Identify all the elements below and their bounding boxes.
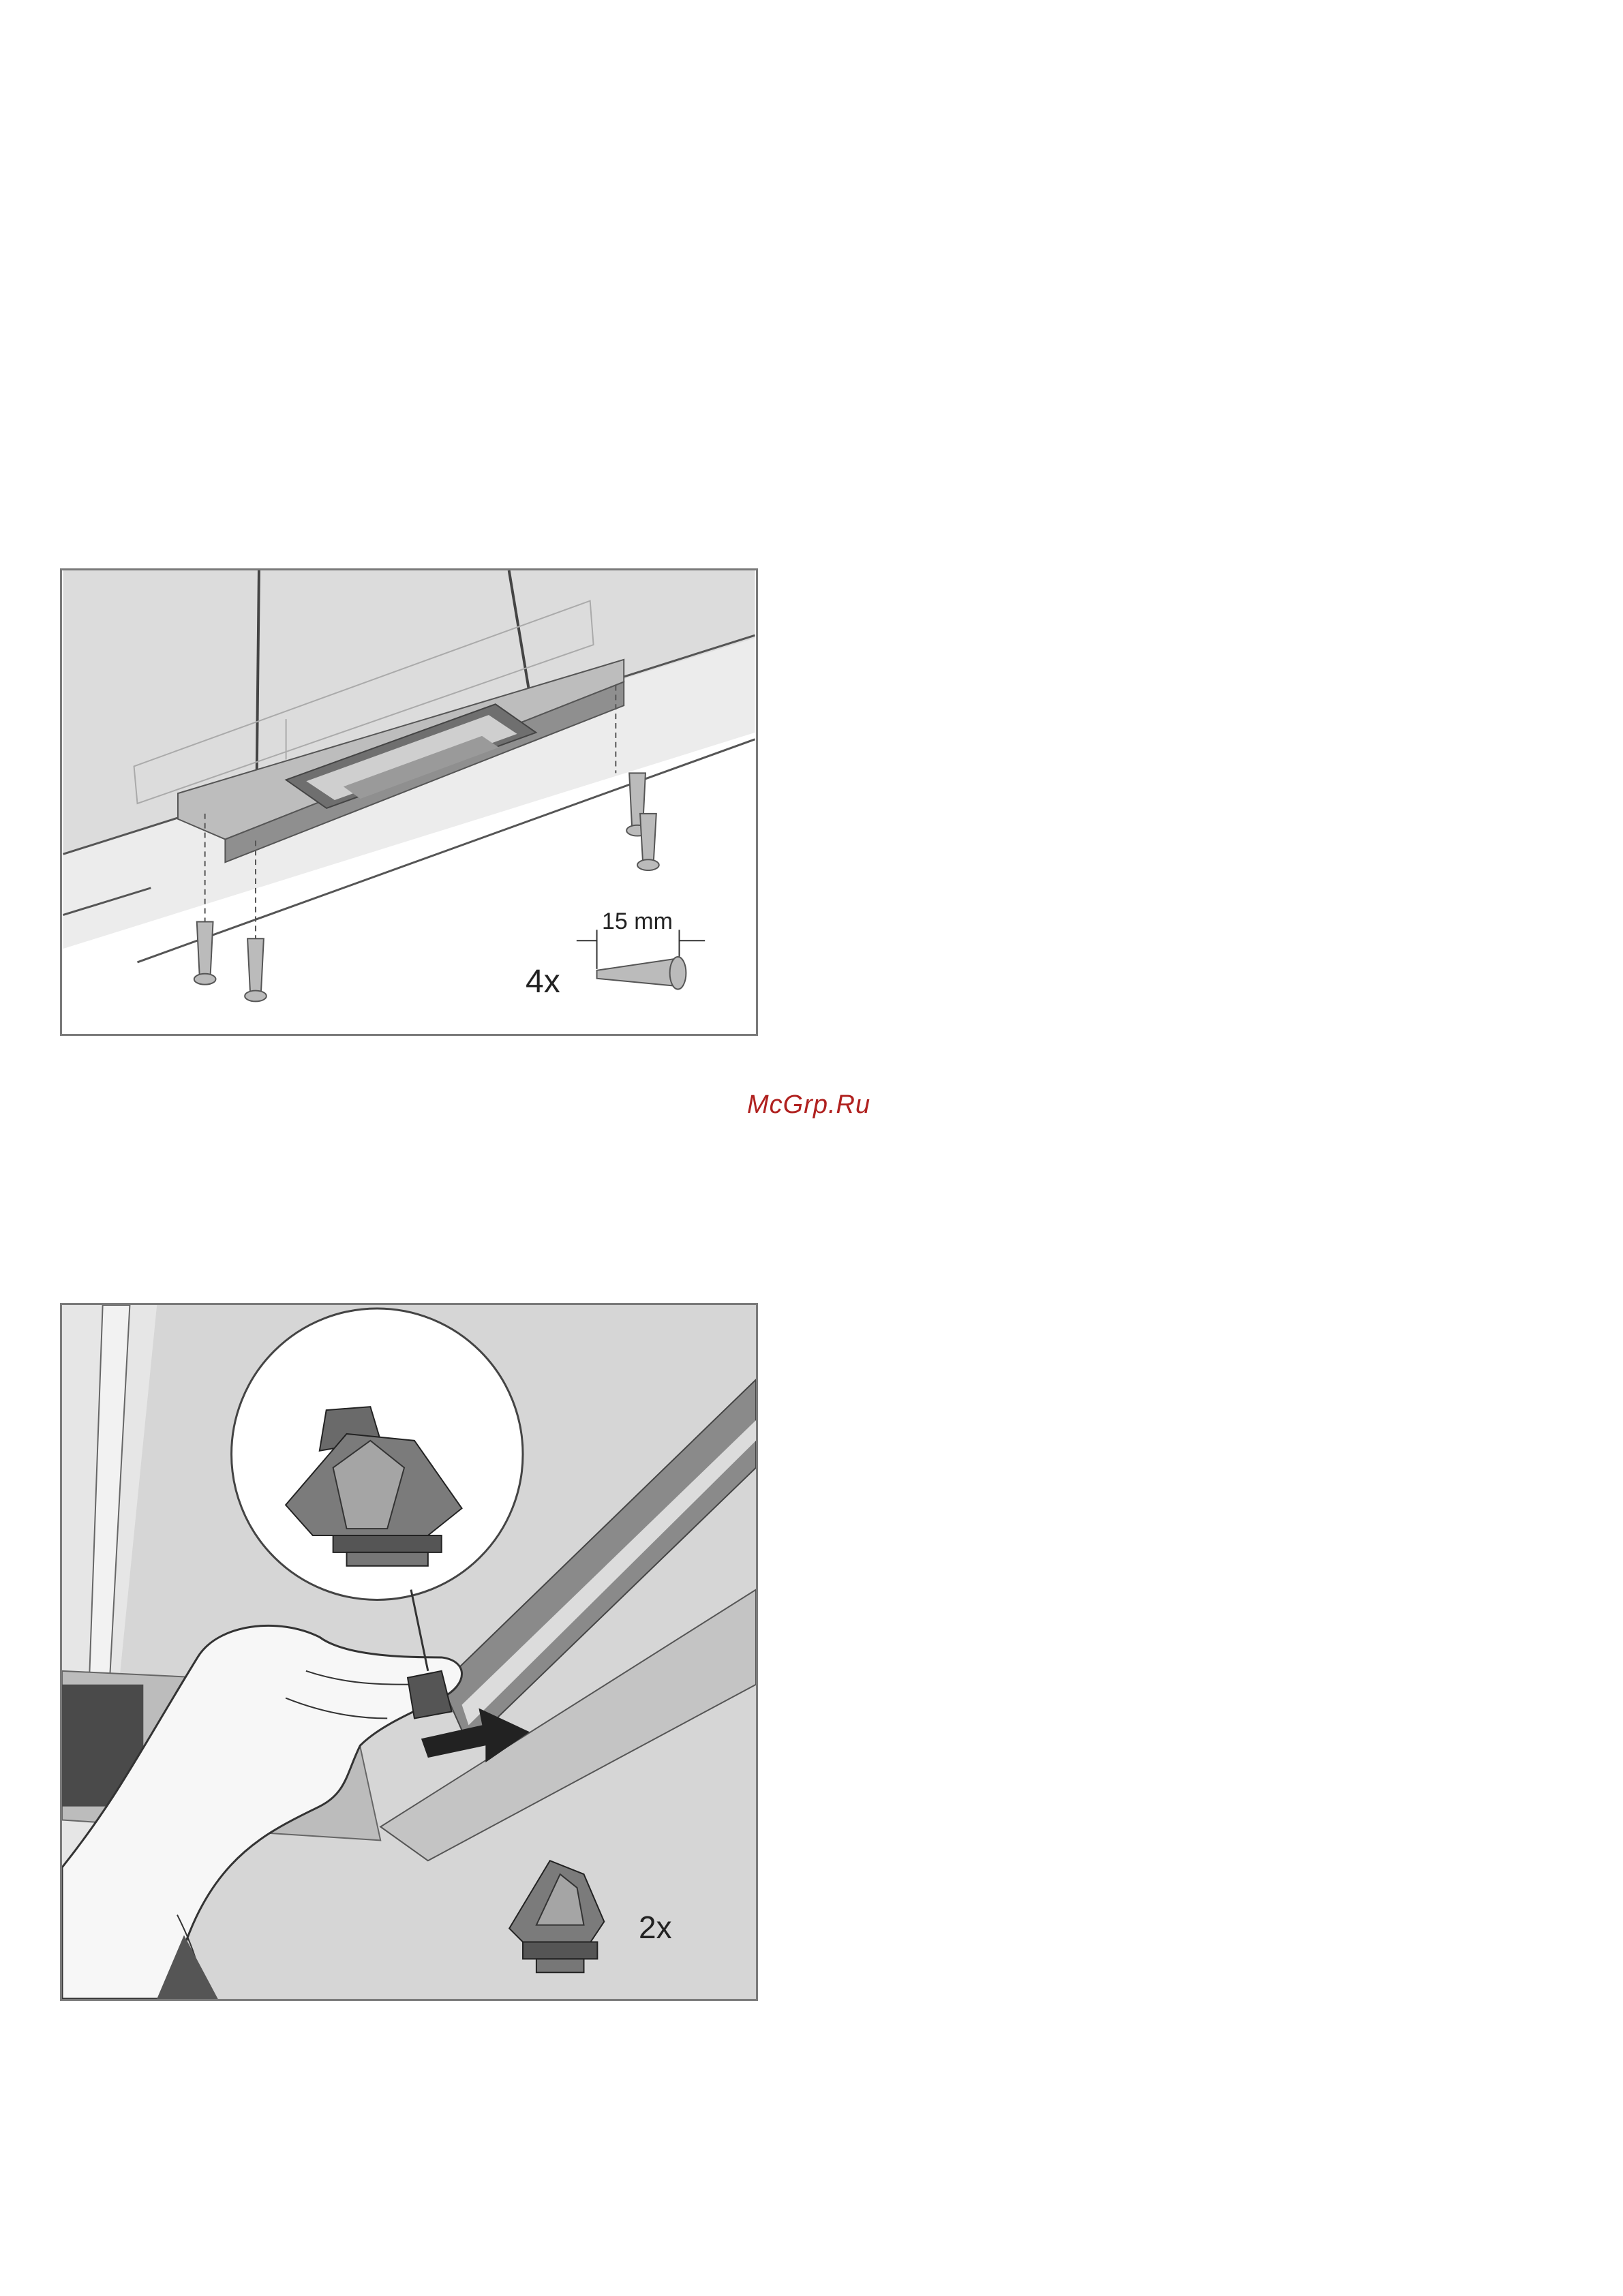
clip-quantity-label: 2x	[639, 1910, 672, 1945]
screw-length-label: 15 mm	[602, 908, 673, 934]
hood-screw-mounting-illustration	[62, 570, 756, 1034]
screw-quantity-label: 4x	[526, 964, 560, 1000]
watermark: McGrp.Ru	[747, 1090, 871, 1119]
figure-panel-screw-mounting	[60, 568, 758, 1036]
figure-panel-clip-insertion	[60, 1303, 758, 2001]
clip-insertion-illustration	[62, 1305, 756, 1999]
